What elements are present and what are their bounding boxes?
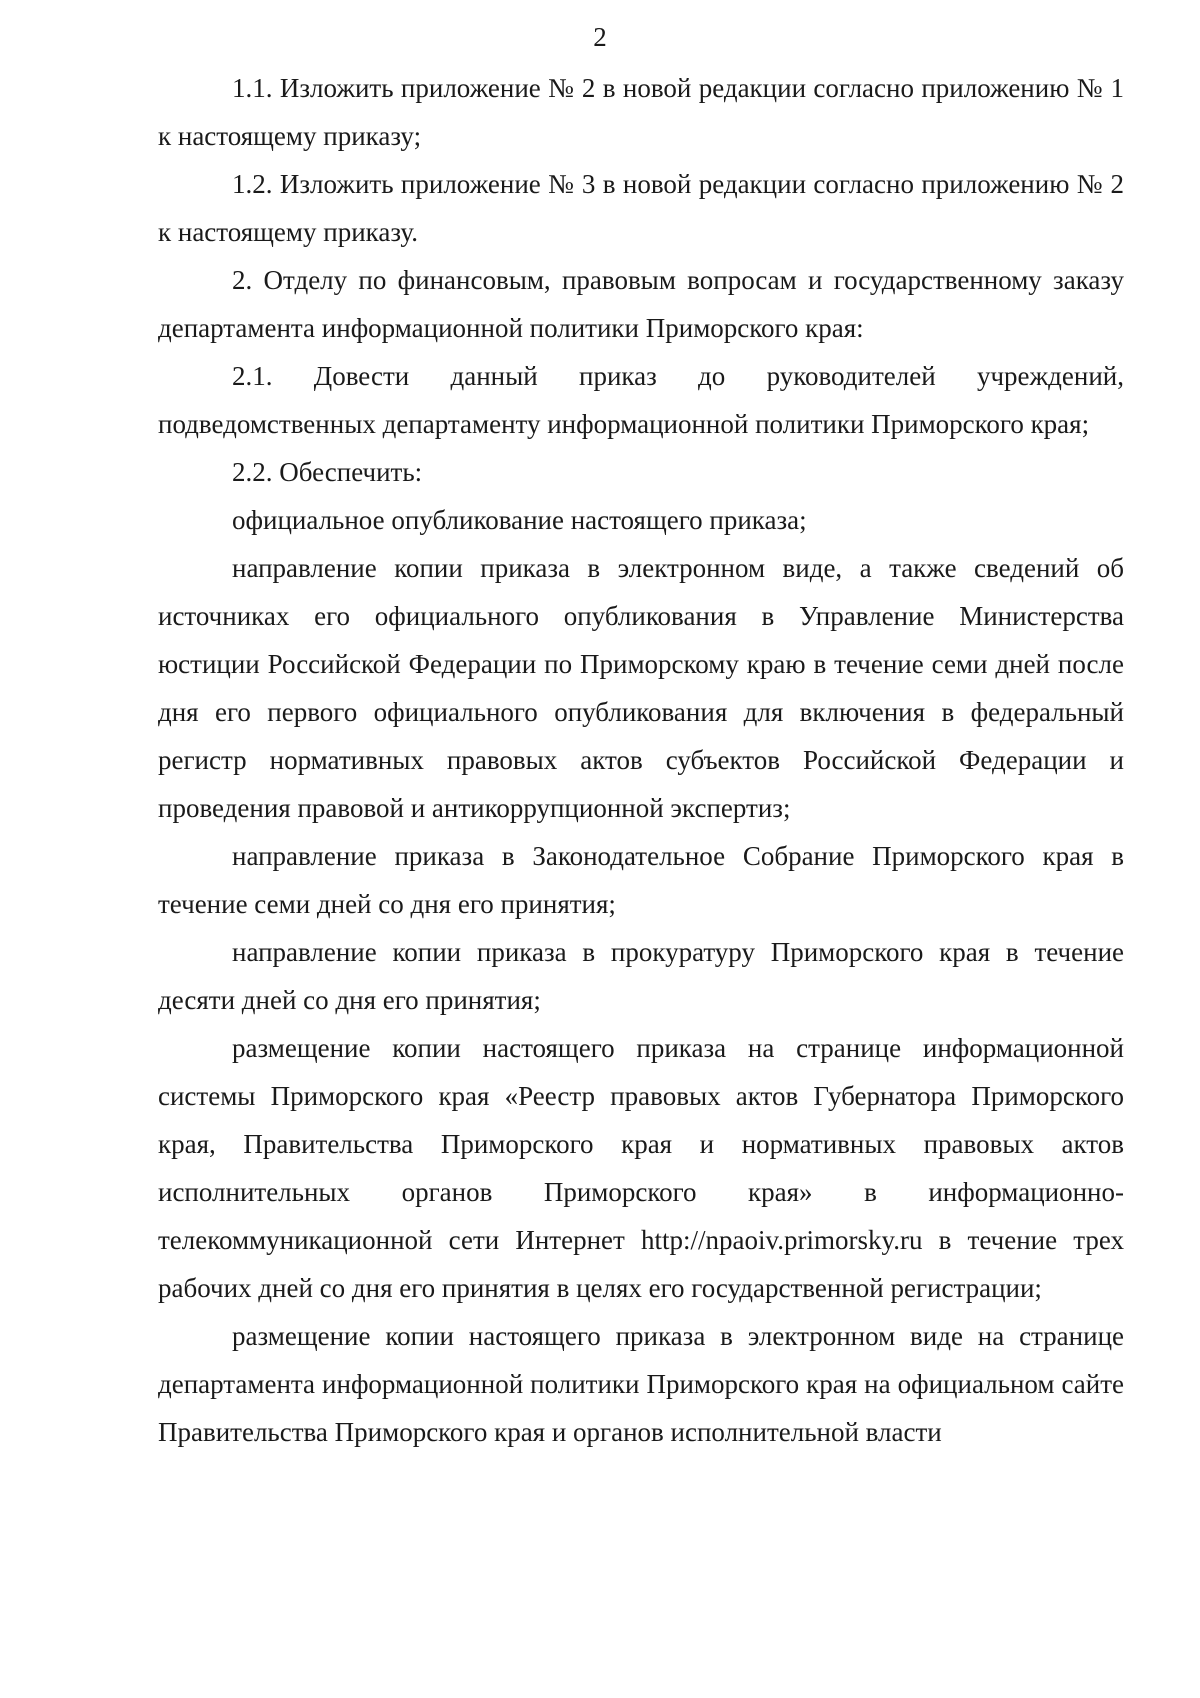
paragraph-website-placement: размещение копии настоящего приказа в электронном виде на странице департамента информационной политики Приморского края на официальном сайте Правительства Приморского края и органов исполнительной власти bbox=[158, 1321, 1124, 1447]
paragraph-ministry-of-justice: направление копии приказа в электронном виде, а также сведений об источниках его официального опубликования в Управление Министерства юстиции Российской Федерации по Приморскому краю в течение семи дней после дня его первого официального опубликования для включения в федеральный регистр нормативных правовых актов субъектов Российской Федерации и проведения правовой и антикоррупционной экспертиз; bbox=[158, 553, 1124, 823]
paragraph-registry-placement: размещение копии настоящего приказа на странице информационной системы Приморского края «Реестр правовых актов Губернатора Приморского края, Правительства Приморского края и нормативных правовых актов исполнительных органов Приморского края» в информационно-телекоммуникационной сети Интернет http://npaoiv.primorsky.ru в течение трех рабочих дней со дня его принятия в целях его государственной регистрации; bbox=[158, 1033, 1124, 1303]
document-body bbox=[158, 64, 1124, 1456]
paragraph-publication: официальное опубликование настоящего приказа; bbox=[232, 505, 807, 535]
paragraph-2-2: 2.2. Обеспечить: bbox=[232, 457, 423, 487]
paragraph-2-1: 2.1. Довести данный приказ до руководителей учреждений, подведомственных департаменту информационной политики Приморского края; bbox=[158, 361, 1124, 439]
paragraph-1-2: 1.2. Изложить приложение № 3 в новой редакции согласно приложению № 2 к настоящему приказу. bbox=[158, 169, 1124, 247]
paragraph-legislative-assembly: направление приказа в Законодательное Собрание Приморского края в течение семи дней со дня его принятия; bbox=[158, 841, 1124, 919]
paragraph-2: 2. Отделу по финансовым, правовым вопросам и государственному заказу департамента информационной политики Приморского края: bbox=[158, 265, 1124, 343]
paragraph-1-1: 1.1. Изложить приложение № 2 в новой редакции согласно приложению № 1 к настоящему приказу; bbox=[158, 73, 1124, 151]
page-number: 2 bbox=[593, 22, 607, 52]
paragraph-prosecutor: направление копии приказа в прокуратуру Приморского края в течение десяти дней со дня его принятия; bbox=[158, 937, 1124, 1015]
